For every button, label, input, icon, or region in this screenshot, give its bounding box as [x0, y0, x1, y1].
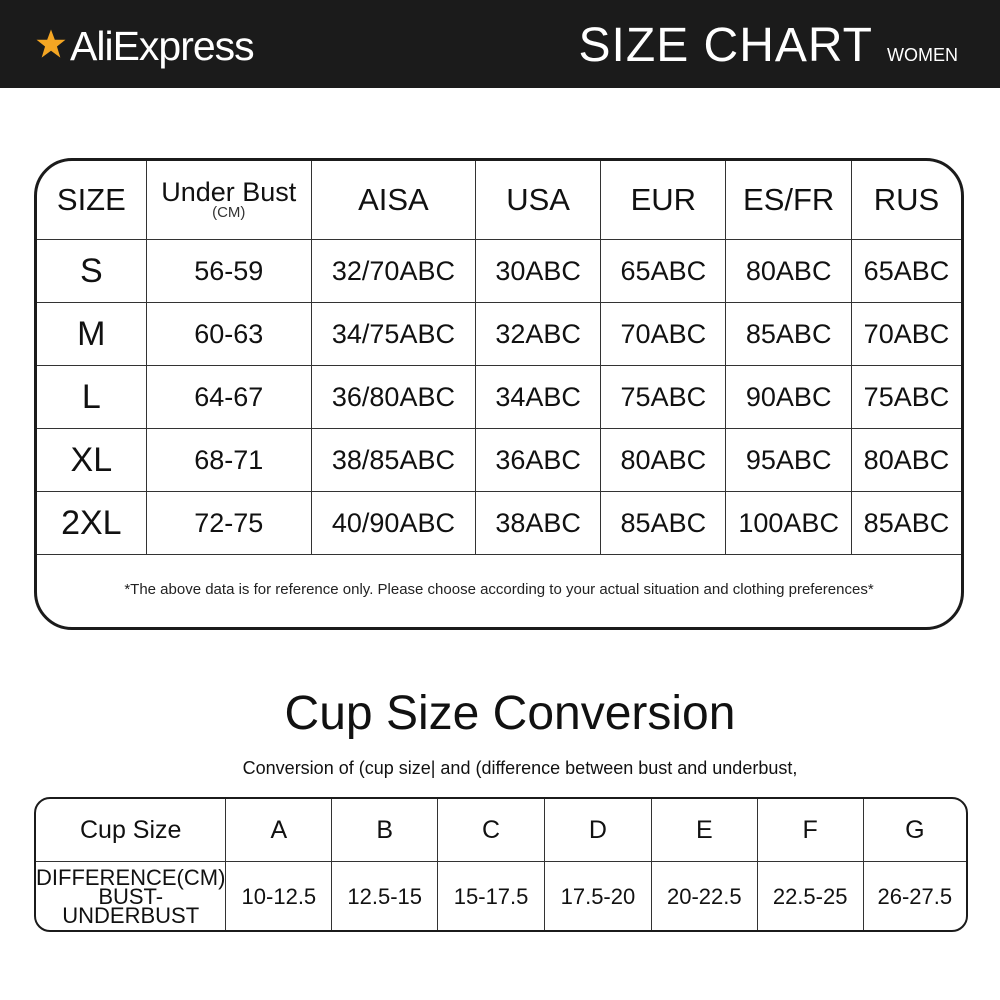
cup-table: [36, 799, 966, 931]
cup-section-title: Cup Size Conversion: [284, 687, 736, 740]
table-cell: 70ABC: [851, 303, 961, 366]
difference-value: 26-27.5: [863, 862, 966, 932]
table-cell: 65ABC: [851, 240, 961, 303]
column-header: EUR: [601, 161, 726, 240]
header-bar: [0, 0, 1000, 88]
cup-conversion-panel: [34, 797, 968, 932]
cup-letter: B: [332, 799, 438, 862]
column-header: RUS: [851, 161, 961, 240]
difference-value: 22.5-25: [757, 862, 863, 932]
size-table: [37, 161, 961, 555]
table-cell: 85ABC: [726, 303, 852, 366]
table-cell: 60-63: [146, 303, 311, 366]
table-cell: 64-67: [146, 366, 311, 429]
page-title: SIZE CHART: [578, 19, 873, 72]
difference-label-line: DIFFERENCE(CM): [36, 865, 226, 890]
cup-difference-row: [36, 862, 966, 932]
table-row: [37, 303, 961, 366]
table-cell: 34ABC: [476, 366, 601, 429]
cup-section-subtitle: Conversion of (cup size| and (difference between bust and underbust,: [242, 758, 798, 778]
cup-letter: E: [651, 799, 757, 862]
cup-letter: C: [438, 799, 545, 862]
table-cell: 34/75ABC: [311, 303, 475, 366]
size-cell: 2XL: [37, 492, 146, 555]
table-cell: 80ABC: [726, 240, 852, 303]
size-cell: S: [37, 240, 146, 303]
difference-value: 20-22.5: [651, 862, 757, 932]
table-cell: 72-75: [146, 492, 311, 555]
logo-text: AliExpress: [70, 22, 254, 69]
column-header: SIZE: [37, 161, 146, 240]
table-cell: 68-71: [146, 429, 311, 492]
table-cell: 100ABC: [726, 492, 852, 555]
table-cell: 95ABC: [726, 429, 852, 492]
size-chart-panel: [34, 158, 964, 630]
size-cell: M: [37, 303, 146, 366]
cup-letter: G: [863, 799, 966, 862]
column-header: ES/FR: [726, 161, 852, 240]
table-cell: 85ABC: [601, 492, 726, 555]
size-table-header: [37, 161, 961, 240]
table-cell: 56-59: [146, 240, 311, 303]
table-cell: 80ABC: [851, 429, 961, 492]
table-cell: 32/70ABC: [311, 240, 475, 303]
difference-value: 15-17.5: [438, 862, 545, 932]
column-header-under-bust: [146, 161, 311, 240]
page-subtitle: WOMEN: [887, 45, 958, 65]
header-title-group: [579, 20, 958, 72]
table-cell: 75ABC: [851, 366, 961, 429]
table-cell: 30ABC: [476, 240, 601, 303]
table-cell: 36ABC: [476, 429, 601, 492]
difference-value: 12.5-15: [332, 862, 438, 932]
cup-header-row: [36, 799, 966, 862]
table-cell: 38/85ABC: [311, 429, 475, 492]
cup-letter: F: [757, 799, 863, 862]
table-cell: 85ABC: [851, 492, 961, 555]
table-cell: 70ABC: [601, 303, 726, 366]
table-row: [37, 240, 961, 303]
under-bust-unit: (CM): [212, 204, 246, 221]
star-icon: [34, 27, 68, 61]
table-cell: 38ABC: [476, 492, 601, 555]
table-cell: 40/90ABC: [311, 492, 475, 555]
table-cell: 80ABC: [601, 429, 726, 492]
table-cell: 90ABC: [726, 366, 852, 429]
table-row: [37, 429, 961, 492]
aliexpress-logo[interactable]: [34, 22, 254, 70]
under-bust-label: Under Bust: [161, 177, 297, 207]
column-header: USA: [476, 161, 601, 240]
difference-value: 17.5-20: [545, 862, 652, 932]
table-cell: 32ABC: [476, 303, 601, 366]
cup-letter: D: [545, 799, 652, 862]
cup-letter: A: [226, 799, 332, 862]
table-row: [37, 492, 961, 555]
table-cell: 36/80ABC: [311, 366, 475, 429]
difference-value: 10-12.5: [226, 862, 332, 932]
difference-label-line: BUST-UNDERBUST: [62, 884, 200, 928]
column-header: AISA: [311, 161, 475, 240]
size-cell: L: [37, 366, 146, 429]
cup-size-label: Cup Size: [36, 799, 226, 862]
table-row: [37, 366, 961, 429]
difference-label: [36, 862, 226, 932]
table-cell: 65ABC: [601, 240, 726, 303]
table-cell: 75ABC: [601, 366, 726, 429]
size-cell: XL: [37, 429, 146, 492]
reference-note: *The above data is for reference only. Please choose according to your actual situation and clothing preferences*: [124, 581, 874, 598]
